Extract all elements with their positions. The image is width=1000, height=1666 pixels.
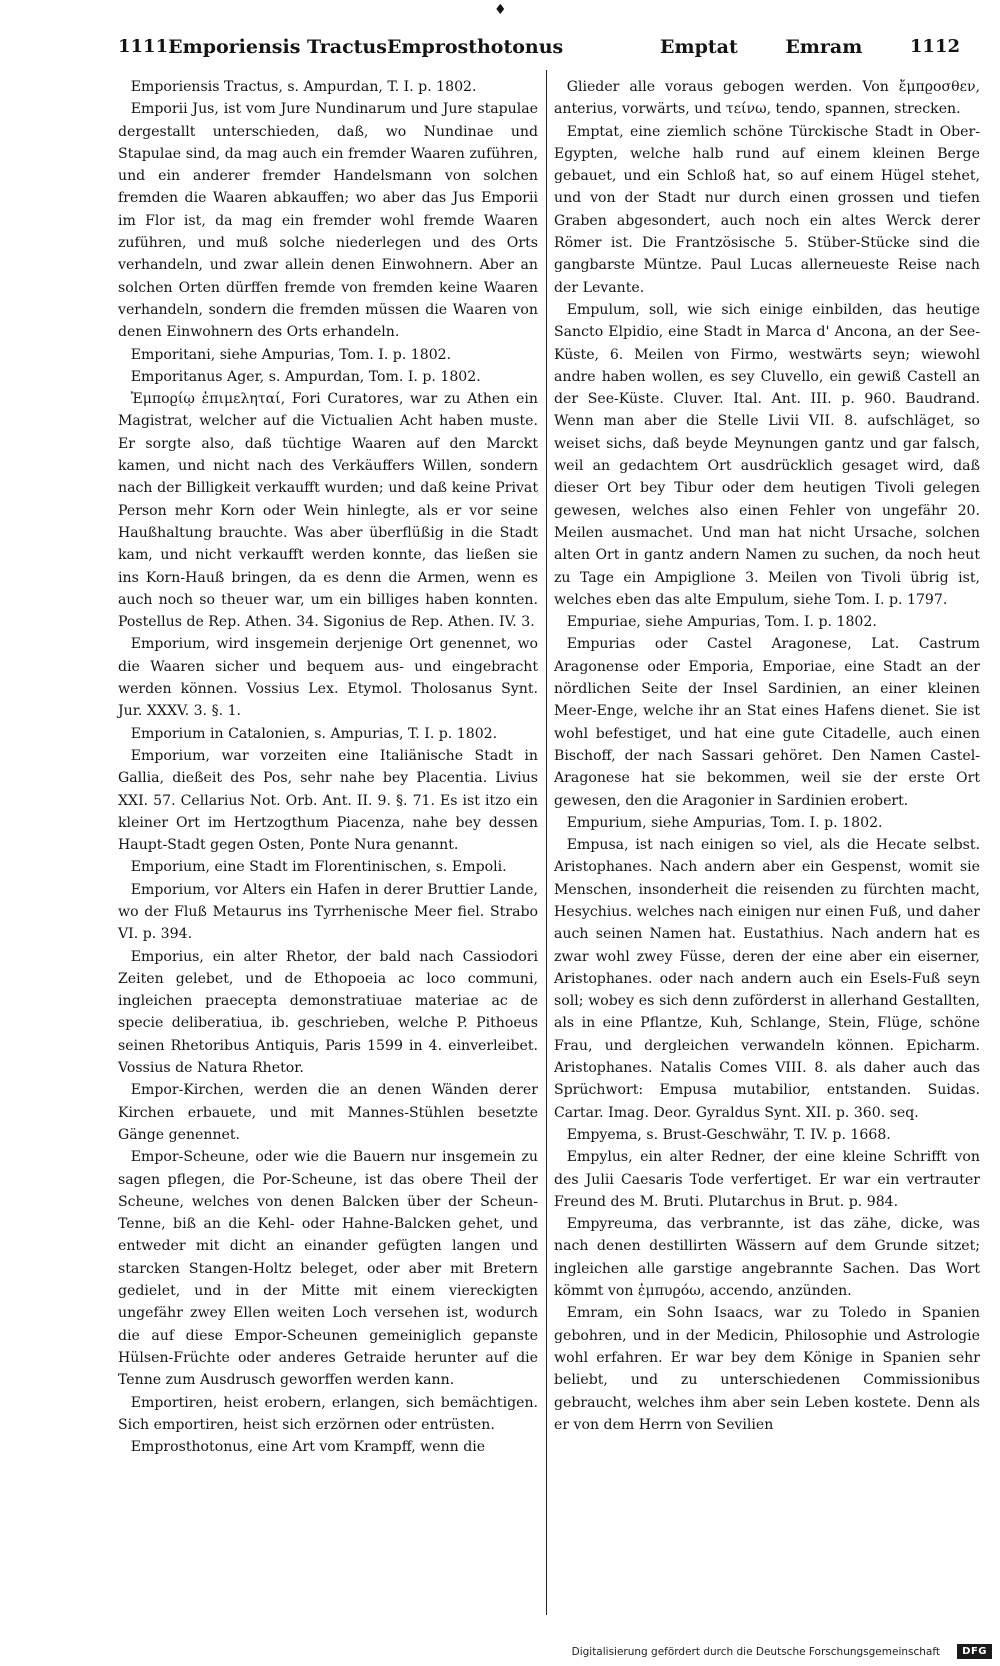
entry: Emprosthotonus, eine Art vom Krampff, wenn die xyxy=(130,1439,486,1456)
left-running-head-first: Emporiensis Tractus xyxy=(168,36,387,58)
left-running-head-last: Emprosthotonus xyxy=(386,36,564,58)
entry: Empulum, soll, wie sich einige einbilden, das heutige Sancto Elpidio, eine Stadt in Marca d' Ancona, an der See-Küste, 6. Meilen von Firmo, westwärts seyn; wiewohl andre haben wollen, es sey Cluvello, ein gewiß Castell an der See-Küste. Cluver. Ital. Ant. III. p. 960. Baudrand. Wenn man aber die Stelle Livii VII. 8. aufschläget, so weiset sichs, daß beyde Meynungen gantz und gar falsch, weil an gedachtem Ort ausdrücklich gesaget wird, daß dieser Ort bey Tibur oder dem heutigen Tivoli gelegen gewesen, welches also einen Fehler von ungefähr 20. Meilen ausmachet. Und man hat nicht Ursache, solchen alten Ort in gantz andern Namen zu suchen, da noch heut zu Tage ein Ampiglione 3. Meilen von Tivoli übrig ist, welches eben das alte Empulum, siehe Tom. I. p. 1797. xyxy=(554,301,980,608)
entry: Empurium, siehe Ampurias, Tom. I. p. 1802. xyxy=(566,814,883,831)
entry: Ἐμποϱίῳ ἐπιμεληταί, Fori Curatores, war zu Athen ein Magistrat, welcher auf die Victualien Acht haben muste. Er sorgte also, daß tüchtige Waaren auf den Marckt kamen, und nicht nach des Verkäuffers Willen, sondern nach der Billigkeit verkaufft wurden; und daß keine Privat Person mehr Korn oder Wein hinlegte, als er vor seine Haußhaltung brauchte. Was aber überflüßig in die Stadt kam, und nicht verkaufft werden konnte, das ließen sie ins Korn-Hauß bringen, da es denn die Armen, wenn es auch noch so theuer war, um ein billiges haben konnten. Postellus de Rep. Athen. 34. Sigonius de Rep. Athen. IV. 3. xyxy=(118,391,538,631)
entry: Empyreuma, das verbrannte, ist das zähe, dicke, was nach denen destillirten Wässern auf dem Grunde sitzet; ingleichen alle garstige angebrannte Sachen. Das Wort kömmt von ἐμπυϱόω, accendo, anzünden. xyxy=(554,1216,980,1300)
dfg-logo: DFG xyxy=(957,1644,992,1659)
right-running-head-last: Emram xyxy=(785,36,863,58)
digitization-footer xyxy=(0,1643,1000,1665)
left-page-header xyxy=(118,36,564,58)
right-running-head-first: Emptat xyxy=(660,36,738,58)
left-column xyxy=(118,76,538,1458)
page-mark: ♦ xyxy=(494,2,507,18)
entry: Emporium, vor Alters ein Hafen in derer Bruttier Lande, wo der Fluß Metaurus ins Tyrrhenische Meer fiel. Strabo VI. p. 394. xyxy=(118,881,538,943)
entry: Empor-Kirchen, werden die an denen Wänden derer Kirchen erbauete, und mit Mannes-Stühlen besetzte Gänge genennet. xyxy=(118,1082,538,1143)
entry: Emporium, eine Stadt im Florentinischen, s. Empoli. xyxy=(130,859,507,876)
right-column xyxy=(554,76,980,1436)
entry: Emporii Jus, ist vom Jure Nundinarum und Jure stapulae dergestallt unterschieden, daß, wo Nundinae und Stapulae sind, da mag auch ein fremder Waaren zuführen, und ein anderer fremder Handelsmann von solchen fremden die Waaren abkauffen; wo aber das Jus Emporii im Flor ist, da mag ein fremder wohl fremde Waaren zuführen, und muß solche niederlegen und des Orts verhandeln, und zwar allein denen Einwohnern. Aber an solchen Orten dürffen fremde von fremden keine Waaren verhandeln, sondern die fremden müssen die Waaren von denen Einwohnern des Orts erhandeln. xyxy=(118,101,538,341)
entry: Empor-Scheune, oder wie die Bauern nur insgemein zu sagen pflegen, die Por-Scheune, ist das obere Theil der Scheune, welches von denen Balcken über der Scheun-Tenne, biß an die Kehl- oder Hahne-Balcken gehet, und entweder mit dicht an einander gefügten langen und starcken Stangen-Holtz beleget, oder aber mit Bretern gedielet, und in der Mitte mit einem viereckigten ungefähr zwey Ellen weiten Loch versehen ist, wodurch die auf diese Empor-Scheunen gemeiniglich gepanste Hülsen-Früchte oder anderes Getraide herunter auf die Tenne zum Ausdrusch geworffen werden kann. xyxy=(118,1149,538,1389)
funding-note: Digitalisierung gefördert durch die Deutsche Forschungsgemeinschaft xyxy=(571,1646,940,1658)
entry: Empusa, ist nach einigen so viel, als die Hecate selbst. Aristophanes. Nach andern aber ein Gespenst, womit sie Menschen, insonderheit die reisenden zu fürchten macht, Hesychius. welches nach einigen nur einen Fuß, und daher auch seinen Namen hat. Eustathius. Nach andern hat es zwar wohl zwey Füsse, deren der eine aber ein eiserner, Aristophanes. oder nach andern auch ein Esels-Fuß seyn soll; wobey es sich denn zuförderst in allerhand Gestallten, als in eine Pflantze, Kuh, Schlange, Stein, Flüge, schöne Frau, und dergleichen verwandeln können. Epicharm. Aristophanes. Natalis Comes VIII. 8. als daher auch das Sprüchwort: Empusa mutabilior, entstanden. Suidas. Cartar. Imag. Deor. Gyraldus Synt. XII. p. 360. seq. xyxy=(554,837,980,1121)
entry: Empylus, ein alter Redner, der eine kleine Schrifft von des Julii Caesaris Tode verfertiget. Er war ein vertrauter Freund des M. Bruti. Plutarchus in Brut. p. 984. xyxy=(554,1149,980,1210)
entry: Emporitanus Ager, s. Ampurdan, Tom. I. p. 1802. xyxy=(130,368,481,385)
entry: Emram, ein Sohn Isaacs, war zu Toledo in Spanien gebohren, und in der Medicin, Philosophie und Astrologie wohl erfahren. Er war bey dem Könige in Spanien sehr beliebt, und zu unterschiedenen Commissionibus gebraucht, welches ihm aber sein Leben kostete. Denn als er von dem Herrn von Sevilien xyxy=(554,1305,980,1433)
right-page-number: 1112 xyxy=(909,36,960,57)
entry: Emportiren, heist erobern, erlangen, sich bemächtigen. Sich emportiren, heist sich erzörnen oder entrüsten. xyxy=(118,1394,538,1433)
right-page-header xyxy=(660,36,960,58)
entry: Empuriae, siehe Ampurias, Tom. I. p. 1802. xyxy=(566,614,877,631)
entry: Glieder alle voraus gebogen werden. Von ἔμπϱοσθεν, anterius, vorwärts, und τείνω, tendo, spannen, strecken. xyxy=(554,79,980,118)
left-page-number: 1111 xyxy=(118,36,169,57)
entry: Emporitani, siehe Ampurias, Tom. I. p. 1802. xyxy=(130,346,452,363)
entry: Empurias oder Castel Aragonese, Lat. Castrum Aragonense oder Emporia, Emporiae, eine Stadt an der nördlichen Seite der Insel Sardinien, an einer kleinen Meer-Enge, welche ihr an Stat eines Hafens dienet. Sie ist wohl befestiget, und hat eine gute Citadelle, auch einen Bischoff, der nach Sassari gehöret. Den Namen Castel-Aragonese hat sie bekommen, weil sie der erste Ort gewesen, den die Aragonier in Sardinien erobert. xyxy=(554,636,980,809)
entry: Emporius, ein alter Rhetor, der bald nach Cassiodori Zeiten gelebet, und de Ethopoeia ac loco communi, ingleichen praecepta demonstratiuae materiae ac de specie deliberatiua, ib. geschrieben, welche P. Pithoeus seinen Rhetoribus Antiquis, Paris 1599 in 4. einverleibet. Vossius de Natura Rhetor. xyxy=(118,948,538,1077)
entry: Emptat, eine ziemlich schöne Türckische Stadt in Ober-Egypten, welche halb rund auf einem kleinen Berge gebauet, und ein Schloß hat, so auf einem Hügel stehet, und von der Stadt nur durch einen grossen und tiefen Graben abgesondert, auch noch ein altes Werck derer Römer ist. Die Frantzösische 5. Stüber-Stücke sind die gangbarste Müntze. Paul Lucas allerneueste Reise nach der Levante. xyxy=(554,123,980,296)
entry: Emporiensis Tractus, s. Ampurdan, T. I. p. 1802. xyxy=(130,79,477,95)
entry: Emporium, war vorzeiten eine Italiänische Stadt in Gallia, dießeit des Pos, sehr nahe bey Placentia. Livius XXI. 57. Cellarius Not. Orb. Ant. II. 9. §. 71. Es ist itzo ein kleiner Ort im Hertzogthum Piacenza, nahe bey dessen Haupt-Stadt gegen Osten, Ponte Nura genannt. xyxy=(118,747,538,854)
entry: Empyema, s. Brust-Geschwähr, T. IV. p. 1668. xyxy=(566,1126,891,1143)
entry: Emporium, wird insgemein derjenige Ort genennet, wo die Waaren sicher und bequem aus- und eingebracht werden können. Vossius Lex. Etymol. Tholosanus Synt. Jur. XXXV. 3. §. 1. xyxy=(118,636,538,720)
entry: Emporium in Catalonien, s. Ampurias, T. I. p. 1802. xyxy=(130,725,498,742)
column-divider xyxy=(546,70,547,1615)
